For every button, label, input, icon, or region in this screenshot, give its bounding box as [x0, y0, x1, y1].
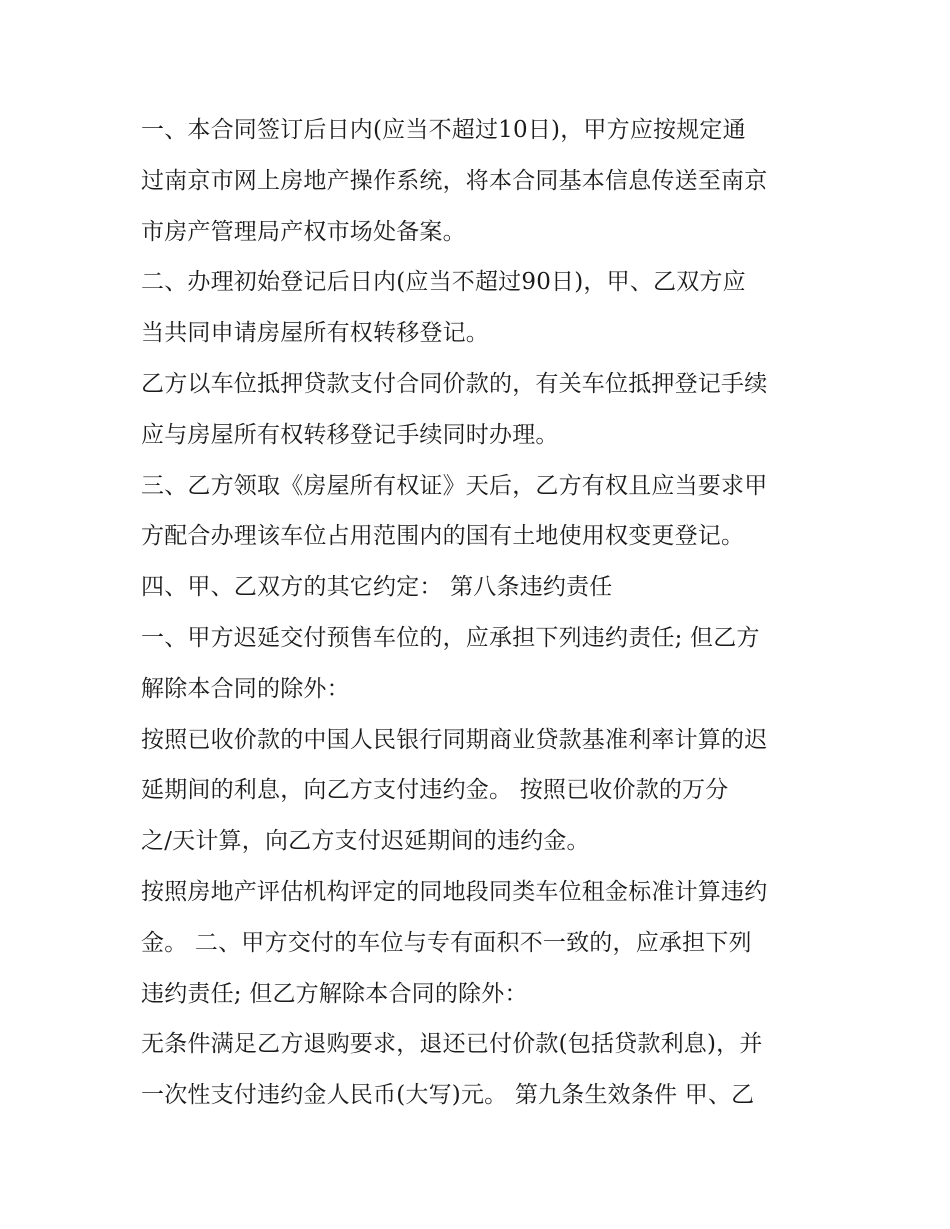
text-line: 按照房地产评估机构评定的同地段同类车位租金标准计算违约 [141, 878, 768, 905]
text-line: 之/天计算，向乙方支付迟延期间的违约金。 [141, 828, 590, 855]
text-line: 乙方以车位抵押贷款支付合同价款的，有关车位抵押登记手续 [141, 370, 768, 397]
text-line: 解除本合同的除外： [141, 675, 350, 702]
text-line: 违约责任; 但乙方解除本合同的除外： [141, 980, 528, 1007]
text-line: 金。 二、甲方交付的车位与专有面积不一致的，应承担下列 [141, 929, 752, 956]
contract-text [141, 105, 821, 1121]
text-line: 方配合办理该车位占用范围内的国有土地使用权变更登记。 [141, 523, 745, 550]
text-line: 一、本合同签订后日内(应当不超过10日)，甲方应按规定通 [141, 117, 746, 143]
text-line: 一次性支付违约金人民币(大写)元。 第九条生效条件 甲、乙 [141, 1082, 755, 1109]
text-line: 按照已收价款的中国人民银行同期商业贷款基准利率计算的迟 [141, 726, 768, 753]
text-line: 当共同申请房屋所有权转移登记。 [141, 320, 489, 347]
text-line: 延期间的利息，向乙方支付违约金。 按照已收价款的万分 [141, 777, 729, 804]
text-line: 无条件满足乙方退购要求，退还已付价款(包括贷款利息)，并 [141, 1031, 763, 1058]
text-line: 二、办理初始登记后日内(应当不超过90日)，甲、乙双方应 [141, 269, 746, 296]
text-line: 三、乙方领取《房屋所有权证》天后，乙方有权且应当要求甲 [141, 472, 768, 499]
text-line: 市房产管理局产权市场处备案。 [141, 218, 466, 245]
text-line: 过南京市网上房地产操作系统，将本合同基本信息传送至南京 [141, 167, 768, 194]
text-line: 一、甲方迟延交付预售车位的，应承担下列违约责任; 但乙方 [141, 624, 760, 651]
text-line: 四、甲、乙双方的其它约定： 第八条违约责任 [141, 574, 613, 601]
text-line: 应与房屋所有权转移登记手续同时办理。 [141, 421, 559, 448]
